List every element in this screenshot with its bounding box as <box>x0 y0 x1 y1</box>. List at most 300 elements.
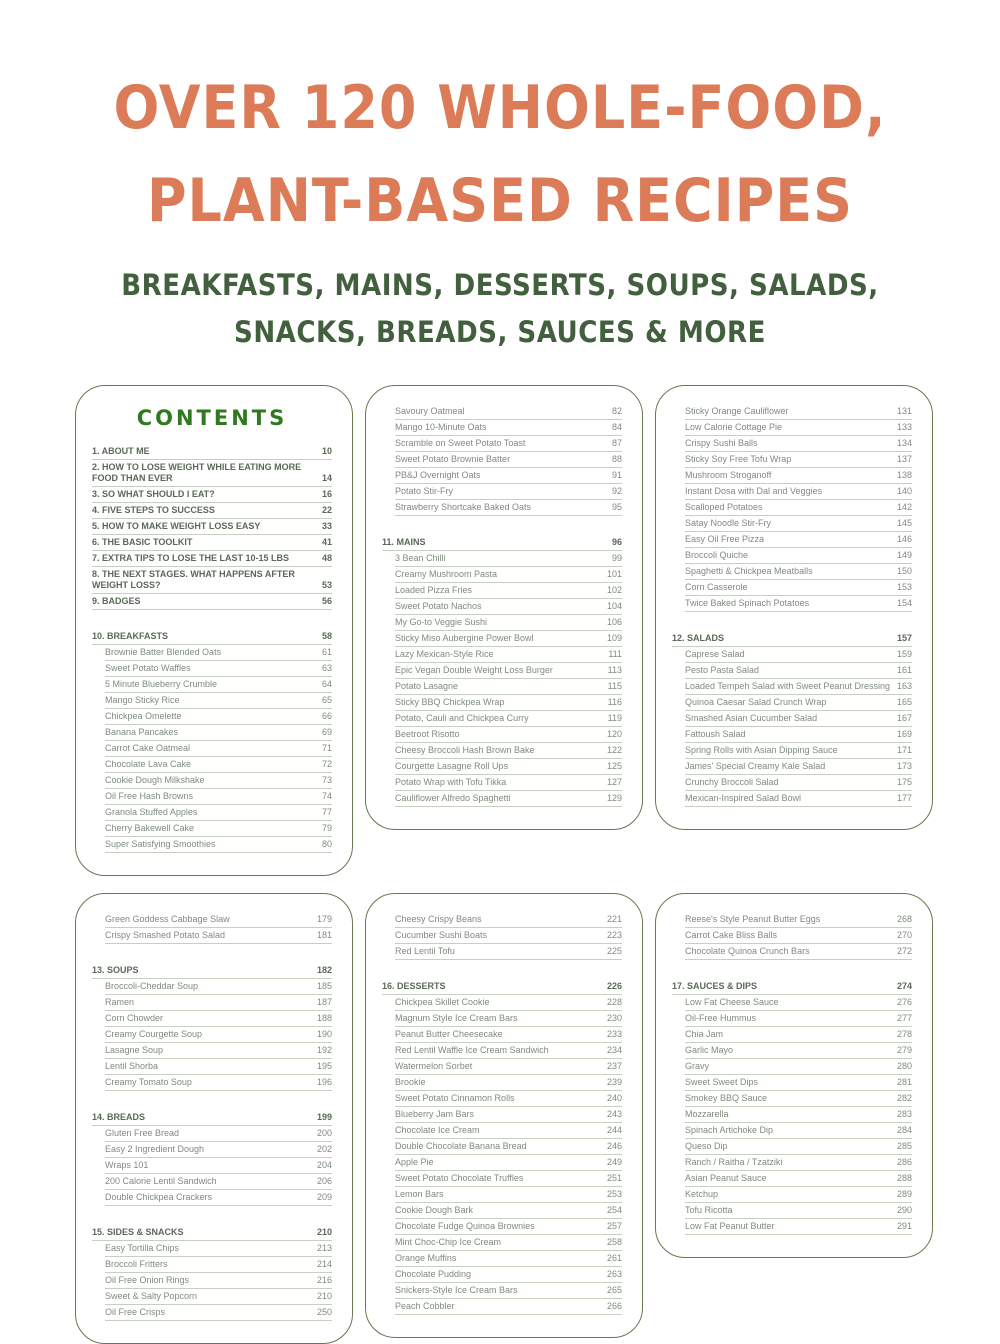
entry-label: Red Lentil Waffle Ice Cream Sandwich <box>395 1045 549 1055</box>
entry-label: Ketchup <box>685 1189 719 1199</box>
page-number: 22 <box>321 505 332 515</box>
entry-label: 14. BREADS <box>92 1112 146 1122</box>
page-number: 181 <box>316 930 332 940</box>
page-number: 171 <box>896 745 912 755</box>
main-title-line-2: PLANT-BASED RECIPES <box>146 166 854 236</box>
page-number: 63 <box>321 663 332 673</box>
toc-item-row <box>395 1043 622 1059</box>
page-number: 286 <box>896 1157 912 1167</box>
entry-label: Potato Wrap with Tofu Tikka <box>395 777 507 787</box>
entry-label: Cheesy Crispy Beans <box>395 914 482 924</box>
entry-label: Gravy <box>685 1061 710 1071</box>
page-number: 95 <box>611 502 622 512</box>
toc-item-row <box>685 695 912 711</box>
page-number: 239 <box>606 1077 622 1087</box>
page-number: 149 <box>896 550 912 560</box>
entry-label: Broccoli Quiche <box>685 550 749 560</box>
entry-label: Potato Stir-Fry <box>395 486 454 496</box>
entry-label: Fattoush Salad <box>685 729 746 739</box>
entry-label: Gluten Free Bread <box>105 1128 180 1138</box>
toc-item-row <box>105 1059 332 1075</box>
entry-label: Spinach Artichoke Dip <box>685 1125 774 1135</box>
toc-item-row <box>395 1299 622 1315</box>
page-number: 109 <box>606 633 622 643</box>
entry-label: Oil-Free Hummus <box>685 1013 757 1023</box>
page-number: 16 <box>321 489 332 499</box>
toc-item-row <box>105 979 332 995</box>
entry-label: Mango 10-Minute Oats <box>395 422 487 432</box>
page-number: 66 <box>321 711 332 721</box>
toc-item-row <box>105 837 332 853</box>
entry-label: Savoury Oatmeal <box>395 406 465 416</box>
toc-item-row <box>105 693 332 709</box>
toc-item-row <box>395 631 622 647</box>
entry-label: Easy 2 Ingredient Dough <box>105 1144 205 1154</box>
main-title <box>0 62 1000 248</box>
toc-item-row <box>395 599 622 615</box>
toc-item-row <box>395 452 622 468</box>
toc-item-row <box>685 1139 912 1155</box>
page-number: 210 <box>316 1291 332 1301</box>
page-number: 282 <box>896 1093 912 1103</box>
page-number: 280 <box>896 1061 912 1071</box>
entry-label: Super Satisfying Smoothies <box>105 839 216 849</box>
entry-label: Chickpea Skillet Cookie <box>395 997 490 1007</box>
toc-section-row <box>92 460 332 487</box>
entry-label: Cherry Bakewell Cake <box>105 823 195 833</box>
toc-list-4 <box>92 912 332 1321</box>
entry-label: Ramen <box>105 997 135 1007</box>
entry-label: Potato Lasagne <box>395 681 459 691</box>
page-number: 116 <box>607 697 622 707</box>
toc-item-row <box>105 1043 332 1059</box>
page-number: 96 <box>611 537 622 547</box>
entry-label: Lemon Bars <box>395 1189 444 1199</box>
toc-item-row <box>105 709 332 725</box>
page-number: 113 <box>607 665 622 675</box>
toc-item-row <box>685 727 912 743</box>
entry-label: Crispy Smashed Potato Salad <box>105 930 226 940</box>
page-number: 33 <box>321 521 332 531</box>
toc-item-row <box>395 567 622 583</box>
page-number: 195 <box>316 1061 332 1071</box>
entry-label: Double Chickpea Crackers <box>105 1192 213 1202</box>
page-number: 268 <box>896 914 912 924</box>
page-number: 261 <box>606 1253 622 1263</box>
toc-section-row <box>92 487 332 503</box>
toc-item-row <box>105 1027 332 1043</box>
entry-label: Mango Sticky Rice <box>105 695 180 705</box>
entry-label: Scramble on Sweet Potato Toast <box>395 438 526 448</box>
toc-item-row <box>685 596 912 612</box>
entry-label: Chocolate Pudding <box>395 1269 472 1279</box>
entry-label: Wraps 101 <box>105 1160 149 1170</box>
entry-label: Queso Dip <box>685 1141 728 1151</box>
page-number: 102 <box>606 585 622 595</box>
toc-item-row <box>685 912 912 928</box>
toc-item-row <box>395 1283 622 1299</box>
page-number: 14 <box>321 473 332 483</box>
toc-item-row <box>685 1123 912 1139</box>
toc-item-row <box>685 1155 912 1171</box>
entry-label: Oil Free Onion Rings <box>105 1275 190 1285</box>
page-number: 169 <box>896 729 912 739</box>
entry-label: Loaded Pizza Fries <box>395 585 473 595</box>
entry-label: Tofu Ricotta <box>685 1205 733 1215</box>
toc-item-row <box>685 1027 912 1043</box>
page-number: 146 <box>896 534 912 544</box>
toc-item-row <box>685 1075 912 1091</box>
page-number: 99 <box>611 553 622 563</box>
entry-label: Sweet Potato Waffles <box>105 663 191 673</box>
page-number: 157 <box>896 633 912 643</box>
toc-item-row <box>685 1059 912 1075</box>
entry-label: Asian Peanut Sauce <box>685 1173 767 1183</box>
toc-item-row <box>395 1235 622 1251</box>
toc-item-row <box>395 436 622 452</box>
toc-item-row <box>685 532 912 548</box>
entry-label: 10. BREAKFASTS <box>92 631 169 641</box>
entry-label: 15. SIDES & SNACKS <box>92 1227 184 1237</box>
entry-label: Cucumber Sushi Boats <box>395 930 488 940</box>
page-number: 101 <box>606 569 622 579</box>
main-title-line-1: OVER 120 WHOLE-FOOD, <box>113 73 887 143</box>
toc-section-row <box>92 963 332 979</box>
toc-item-row <box>395 484 622 500</box>
page-number: 214 <box>316 1259 332 1269</box>
toc-item-row <box>395 759 622 775</box>
toc-item-row <box>395 1171 622 1187</box>
entry-label: Sweet Potato Cinnamon Rolls <box>395 1093 515 1103</box>
entry-label: Sticky Soy Free Tofu Wrap <box>685 454 792 464</box>
entry-label: Creamy Courgette Soup <box>105 1029 203 1039</box>
page-number: 61 <box>321 647 332 657</box>
toc-item-row <box>685 452 912 468</box>
page-number: 187 <box>316 997 332 1007</box>
toc-item-row <box>395 1075 622 1091</box>
toc-item-row <box>105 725 332 741</box>
page-number: 234 <box>606 1045 622 1055</box>
page-number: 289 <box>896 1189 912 1199</box>
toc-item-row <box>395 1011 622 1027</box>
page-number: 142 <box>896 502 912 512</box>
toc-item-row <box>685 404 912 420</box>
entry-label: Oil Free Crisps <box>105 1307 166 1317</box>
entry-label: 3. SO WHAT SHOULD I EAT? <box>92 489 215 499</box>
page-number: 291 <box>896 1221 912 1231</box>
page-number: 48 <box>321 553 332 563</box>
page-number: 140 <box>896 486 912 496</box>
contents-panel-grid <box>75 385 933 1344</box>
entry-label: Smashed Asian Cucumber Salad <box>685 713 818 723</box>
page-number: 185 <box>316 981 332 991</box>
toc-item-row <box>685 775 912 791</box>
toc-item-row <box>395 1267 622 1283</box>
page-number: 91 <box>611 470 622 480</box>
page-number: 120 <box>606 729 622 739</box>
toc-item-row <box>685 711 912 727</box>
page-number: 230 <box>606 1013 622 1023</box>
entry-label: Carrot Cake Oatmeal <box>105 743 191 753</box>
entry-label: Corn Casserole <box>685 582 748 592</box>
entry-label: 11. MAINS <box>382 537 426 547</box>
toc-item-row <box>685 436 912 452</box>
entry-label: Creamy Tomato Soup <box>105 1077 192 1087</box>
toc-item-row <box>105 1305 332 1321</box>
toc-item-row <box>395 1155 622 1171</box>
entry-label: Sweet Potato Brownie Batter <box>395 454 511 464</box>
page-number: 175 <box>896 777 912 787</box>
page-number: 41 <box>321 537 332 547</box>
page-number: 131 <box>896 406 912 416</box>
toc-item-row <box>685 1091 912 1107</box>
toc-item-row <box>395 1219 622 1235</box>
page-number: 221 <box>606 914 622 924</box>
entry-label: Corn Chowder <box>105 1013 164 1023</box>
entry-label: Blueberry Jam Bars <box>395 1109 475 1119</box>
page-number: 125 <box>606 761 622 771</box>
toc-item-row <box>105 1011 332 1027</box>
page-number: 253 <box>606 1189 622 1199</box>
page-number: 72 <box>321 759 332 769</box>
page-number: 188 <box>316 1013 332 1023</box>
entry-label: Sticky BBQ Chickpea Wrap <box>395 697 505 707</box>
entry-label: James' Special Creamy Kale Salad <box>685 761 826 771</box>
toc-item-row <box>395 912 622 928</box>
page-number: 159 <box>896 649 912 659</box>
entry-label: 7. EXTRA TIPS TO LOSE THE LAST 10-15 LBS <box>92 553 290 563</box>
entry-label: 1. ABOUT ME <box>92 446 150 456</box>
entry-label: Sweet Sweet Dips <box>685 1077 759 1087</box>
toc-section-row <box>672 979 912 995</box>
entry-label: Sticky Miso Aubergine Power Bowl <box>395 633 534 643</box>
toc-item-row <box>395 420 622 436</box>
page-number: 192 <box>316 1045 332 1055</box>
toc-section-row <box>92 551 332 567</box>
page-number: 163 <box>896 681 912 691</box>
page-number: 281 <box>896 1077 912 1087</box>
toc-item-row <box>395 944 622 960</box>
entry-label: Oil Free Hash Browns <box>105 791 194 801</box>
page-number: 237 <box>606 1061 622 1071</box>
entry-label: 17. SAUCES & DIPS <box>672 981 758 991</box>
toc-item-row <box>395 1091 622 1107</box>
toc-item-row <box>105 789 332 805</box>
entry-label: Magnum Style Ice Cream Bars <box>395 1013 518 1023</box>
page-number: 71 <box>321 743 332 753</box>
toc-item-row <box>395 1123 622 1139</box>
toc-item-row <box>685 663 912 679</box>
page-number: 279 <box>896 1045 912 1055</box>
entry-label: Satay Noodle Stir-Fry <box>685 518 772 528</box>
toc-item-row <box>105 1158 332 1174</box>
page-number: 150 <box>896 566 912 576</box>
page-number: 246 <box>606 1141 622 1151</box>
toc-list-6 <box>672 912 912 1235</box>
page-number: 73 <box>321 775 332 785</box>
entry-label: Crunchy Broccoli Salad <box>685 777 779 787</box>
page-number: 179 <box>316 914 332 924</box>
toc-section-row <box>92 503 332 519</box>
page-number: 127 <box>606 777 622 787</box>
page-number: 225 <box>606 946 622 956</box>
entry-label: PB&J Overnight Oats <box>395 470 481 480</box>
page-number: 206 <box>316 1176 332 1186</box>
page-number: 244 <box>606 1125 622 1135</box>
page-number: 285 <box>896 1141 912 1151</box>
page-number: 216 <box>316 1275 332 1285</box>
page-number: 82 <box>611 406 622 416</box>
page-number: 69 <box>321 727 332 737</box>
toc-item-row <box>105 1142 332 1158</box>
toc-list-2 <box>382 404 622 807</box>
entry-label: Peanut Butter Cheesecake <box>395 1029 503 1039</box>
toc-item-row <box>685 679 912 695</box>
toc-item-row <box>395 647 622 663</box>
entry-label: Scalloped Potatoes <box>685 502 763 512</box>
page-number: 10 <box>321 446 332 456</box>
entry-label: Double Chocolate Banana Bread <box>395 1141 527 1151</box>
entry-label: Sweet Potato Nachos <box>395 601 482 611</box>
toc-item-row <box>685 944 912 960</box>
toc-item-row <box>685 791 912 807</box>
toc-item-row <box>395 695 622 711</box>
contents-card-1 <box>75 385 353 876</box>
entry-label: Ranch / Raitha / Tzatziki <box>685 1157 783 1167</box>
page-number: 77 <box>321 807 332 817</box>
toc-item-row <box>395 500 622 516</box>
entry-label: 8. THE NEXT STAGES. WHAT HAPPENS AFTER WEIGHT LOSS? <box>92 569 295 590</box>
subtitle-line-1: BREAKFASTS, MAINS, DESSERTS, SOUPS, SALADS, <box>121 268 879 302</box>
toc-item-row <box>395 1203 622 1219</box>
page-number: 122 <box>606 745 622 755</box>
page-number: 233 <box>606 1029 622 1039</box>
toc-item-row <box>685 1219 912 1235</box>
toc-item-row <box>395 727 622 743</box>
entry-label: Mint Choc-Chip Ice Cream <box>395 1237 502 1247</box>
page-number: 154 <box>896 598 912 608</box>
entry-label: Mexican-Inspired Salad Bowl <box>685 793 802 803</box>
toc-item-row <box>395 711 622 727</box>
entry-label: Beetroot Risotto <box>395 729 460 739</box>
entry-label: Crispy Sushi Balls <box>685 438 758 448</box>
entry-label: 9. BADGES <box>92 596 141 606</box>
entry-label: Sticky Orange Cauliflower <box>685 406 789 416</box>
toc-section-row <box>92 629 332 645</box>
toc-item-row <box>105 928 332 944</box>
page-number: 145 <box>896 518 912 528</box>
subtitle <box>0 262 1000 356</box>
page-number: 134 <box>896 438 912 448</box>
toc-list-5 <box>382 912 622 1315</box>
page-number: 258 <box>606 1237 622 1247</box>
entry-label: Chia Jam <box>685 1029 724 1039</box>
toc-item-row <box>105 1190 332 1206</box>
entry-label: Cookie Dough Milkshake <box>105 775 205 785</box>
entry-label: Epic Vegan Double Weight Loss Burger <box>395 665 553 675</box>
page-number: 257 <box>606 1221 622 1231</box>
entry-label: Orange Muffins <box>395 1253 457 1263</box>
page-number: 87 <box>611 438 622 448</box>
entry-label: 5 Minute Blueberry Crumble <box>105 679 218 689</box>
page-number: 88 <box>611 454 622 464</box>
page-number: 80 <box>321 839 332 849</box>
entry-label: Smokey BBQ Sauce <box>685 1093 768 1103</box>
toc-item-row <box>395 995 622 1011</box>
toc-item-row <box>395 1059 622 1075</box>
contents-card-5 <box>365 893 643 1338</box>
entry-label: Caprese Salad <box>685 649 745 659</box>
toc-item-row <box>685 564 912 580</box>
toc-item-row <box>395 663 622 679</box>
entry-label: Spaghetti & Chickpea Meatballs <box>685 566 813 576</box>
entry-label: Peach Cobbler <box>395 1301 455 1311</box>
page-number: 202 <box>316 1144 332 1154</box>
entry-label: Cauliflower Alfredo Spaghetti <box>395 793 511 803</box>
entry-label: Garlic Mayo <box>685 1045 734 1055</box>
contents-heading: CONTENTS <box>136 406 288 430</box>
toc-item-row <box>105 677 332 693</box>
toc-section-row <box>92 1110 332 1126</box>
page-number: 240 <box>606 1093 622 1103</box>
contents-card-2 <box>365 385 643 830</box>
page-number: 290 <box>896 1205 912 1215</box>
page-number: 161 <box>896 665 912 675</box>
toc-item-row <box>105 1241 332 1257</box>
toc-item-row <box>685 1107 912 1123</box>
subtitle-line-2: SNACKS, BREADS, SAUCES & MORE <box>234 315 766 349</box>
entry-label: Cookie Dough Bark <box>395 1205 474 1215</box>
page-number: 104 <box>606 601 622 611</box>
entry-label: Lentil Shorba <box>105 1061 159 1071</box>
page-number: 64 <box>321 679 332 689</box>
page-number: 138 <box>896 470 912 480</box>
contents-card-4 <box>75 893 353 1344</box>
page-number: 274 <box>896 981 912 991</box>
contents-card-3 <box>655 385 933 830</box>
entry-label: Creamy Mushroom Pasta <box>395 569 498 579</box>
toc-item-row <box>395 1107 622 1123</box>
entry-label: Carrot Cake Bliss Balls <box>685 930 778 940</box>
entry-label: 16. DESSERTS <box>382 981 446 991</box>
toc-section-row <box>92 567 332 594</box>
entry-label: Sweet & Salty Popcorn <box>105 1291 198 1301</box>
entry-label: Quinoa Caesar Salad Crunch Wrap <box>685 697 827 707</box>
page-number: 53 <box>321 580 332 590</box>
page-number: 111 <box>608 649 622 659</box>
toc-item-row <box>105 757 332 773</box>
entry-label: Chocolate Quinoa Crunch Bars <box>685 946 810 956</box>
page-number: 250 <box>316 1307 332 1317</box>
page-number: 173 <box>896 761 912 771</box>
toc-item-row <box>395 551 622 567</box>
page-number: 153 <box>896 582 912 592</box>
page-number: 210 <box>316 1227 332 1237</box>
page-number: 209 <box>316 1192 332 1202</box>
toc-item-row <box>395 404 622 420</box>
toc-item-row <box>105 1257 332 1273</box>
entry-label: Pesto Pasta Salad <box>685 665 760 675</box>
page-number: 167 <box>896 713 912 723</box>
toc-section-row <box>92 535 332 551</box>
toc-item-row <box>395 679 622 695</box>
toc-section-row <box>92 1225 332 1241</box>
entry-label: Snickers-Style Ice Cream Bars <box>395 1285 518 1295</box>
entry-label: 13. SOUPS <box>92 965 139 975</box>
toc-item-row <box>395 468 622 484</box>
page-number: 278 <box>896 1029 912 1039</box>
entry-label: Brownie Batter Blended Oats <box>105 647 222 657</box>
